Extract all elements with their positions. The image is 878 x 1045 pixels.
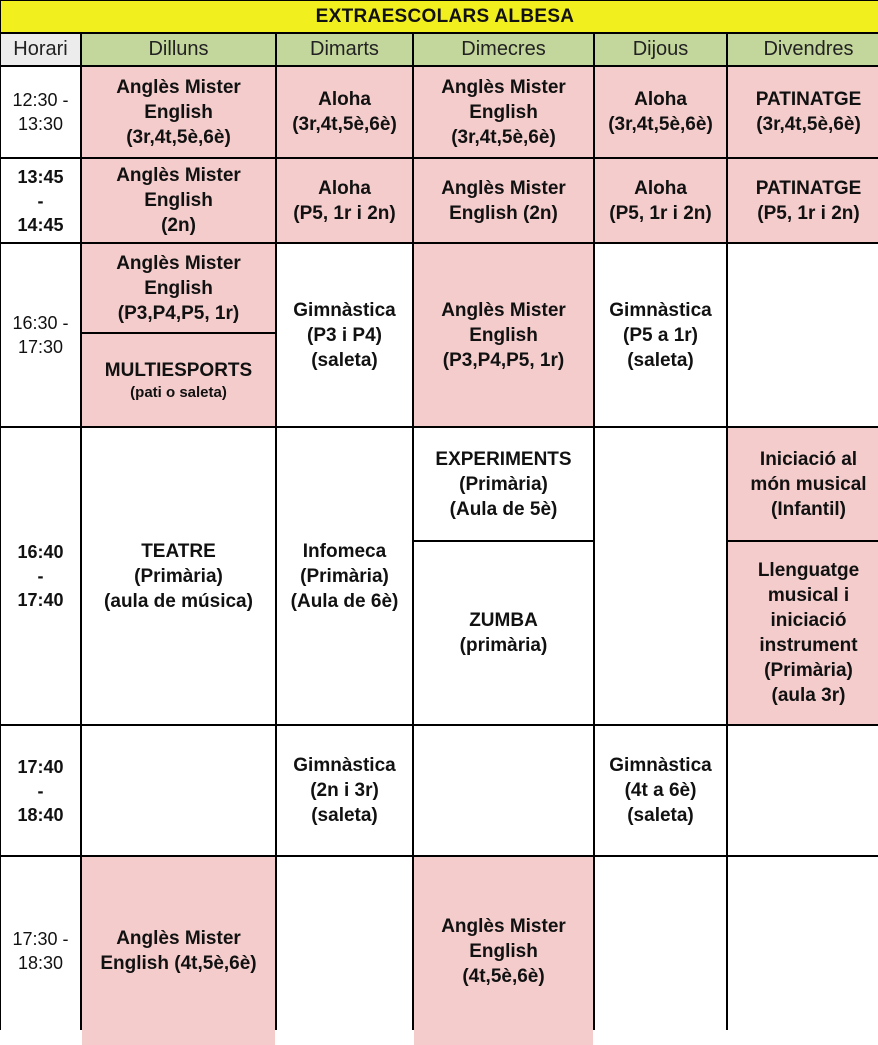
empty-cell (277, 857, 412, 1045)
activity-line: (Primària) (459, 473, 548, 495)
activity-line: (P5, 1r i 2n) (757, 202, 860, 224)
activity-line: (P5 a 1r) (623, 324, 698, 346)
time-line: 17:40 (17, 756, 64, 777)
activity-line: (saleta) (311, 805, 378, 826)
activity-cell (82, 334, 275, 426)
activity-line: Aloha (318, 89, 371, 110)
activity-line: PATINATGE (755, 89, 862, 110)
activity-line: Aloha (634, 177, 687, 199)
activity-line: Anglès Mister (441, 177, 566, 199)
activity-cell (82, 67, 275, 157)
activity-line: Gimnàstica (609, 299, 712, 321)
activity-cell (595, 726, 726, 855)
activity-line: English (2n) (449, 202, 558, 224)
activity-line: (Primària) (300, 565, 389, 587)
activity-line: English (144, 190, 213, 211)
activity-line: (P3 i P4) (307, 324, 382, 346)
activity-cell (277, 726, 412, 855)
empty-cell (728, 244, 878, 426)
activity-line: Anglès Mister (116, 165, 241, 186)
activity-line: TEATRE (141, 540, 216, 562)
activity-cell (728, 159, 878, 242)
activity-line: PATINATGE (755, 177, 862, 199)
activity-line: (3r,4t,5è,6è) (451, 126, 556, 148)
activity-line: (Infantil) (771, 498, 846, 520)
activity-line: English (469, 940, 538, 962)
activity-line: Aloha (318, 177, 371, 199)
activity-line: English (469, 101, 538, 123)
empty-cell (595, 857, 726, 1045)
activity-cell (595, 244, 726, 426)
activity-line: Infomeca (302, 540, 387, 562)
activity-line: (P5, 1r i 2n) (293, 202, 396, 224)
activity-line: (saleta) (627, 349, 694, 371)
activity-line: (aula 3r) (771, 685, 846, 706)
header-monday: Dilluns (82, 34, 275, 65)
header-thursday: Dijous (595, 34, 726, 65)
activity-line: (Aula de 6è) (290, 590, 399, 612)
activity-line: English (469, 324, 538, 346)
time-line: 18:40 (17, 804, 64, 825)
time-slot-1 (1, 67, 80, 157)
time-line: 17:30 (17, 337, 64, 357)
activity-line: Anglès Mister (441, 76, 566, 98)
time-line: 18:30 (17, 953, 64, 973)
table-title: EXTRAESCOLARS ALBESA (1, 1, 878, 32)
activity-line: (4t,5è,6è) (462, 965, 545, 987)
time-line: 17:30 - (12, 929, 69, 949)
activity-note: (pati o saleta) (130, 384, 227, 401)
activity-line: (Primària) (134, 565, 223, 587)
activity-line: (4t a 6è) (624, 780, 697, 801)
activity-cell (414, 159, 593, 242)
activity-line: English (144, 277, 213, 299)
activity-line: Gimnàstica (293, 299, 396, 321)
activity-line: Anglès Mister (441, 299, 566, 321)
activity-cell (277, 67, 412, 157)
activity-line: (P3,P4,P5, 1r) (442, 349, 565, 371)
activity-line: (Aula de 5è) (449, 498, 558, 520)
activity-line: English (4t,5è,6è) (100, 953, 257, 974)
empty-cell (595, 428, 726, 724)
time-line: 13:30 (17, 114, 64, 134)
activity-line: (P5, 1r i 2n) (609, 202, 712, 224)
time-line: - (37, 566, 44, 586)
time-slot-4 (1, 428, 80, 724)
activity-line: Anglès Mister (116, 928, 241, 949)
activity-line: (Primària) (764, 660, 853, 681)
activity-line: ZUMBA (469, 610, 538, 631)
activity-cell (82, 159, 275, 242)
activity-line: (3r,4t,5è,6è) (292, 114, 397, 135)
time-line: 12:30 - (12, 90, 69, 110)
activity-cell (595, 159, 726, 242)
activity-line: (saleta) (311, 349, 378, 371)
activity-line: (2n) (161, 215, 196, 236)
activity-cell (414, 67, 593, 157)
activity-cell (414, 244, 593, 426)
time-slot-3 (1, 244, 80, 426)
activity-line: Aloha (634, 89, 687, 110)
activity-line: (saleta) (627, 805, 694, 826)
empty-cell (414, 726, 593, 855)
header-tuesday: Dimarts (277, 34, 412, 65)
activity-line: musical i (767, 585, 850, 606)
activity-line: (2n i 3r) (310, 780, 379, 801)
activity-line: Anglès Mister (441, 915, 566, 937)
activity-line: Iniciació al (759, 448, 858, 470)
activity-line: (3r,4t,5è,6è) (126, 126, 231, 148)
activity-line: (aula de música) (104, 590, 253, 612)
activity-line: MULTIESPORTS (104, 360, 253, 381)
activity-cell (728, 67, 878, 157)
activity-cell (414, 857, 593, 1045)
activity-line: món musical (750, 473, 867, 495)
empty-cell (82, 726, 275, 855)
activity-line: (3r,4t,5è,6è) (756, 114, 861, 135)
empty-cell (728, 857, 878, 1045)
time-line: 16:30 - (12, 313, 69, 333)
header-wednesday: Dimecres (414, 34, 593, 65)
time-line: 17:40 (17, 590, 64, 610)
header-friday: Divendres (728, 34, 878, 65)
activity-cell (82, 428, 275, 724)
activity-line: Anglès Mister (116, 76, 241, 98)
time-line: - (37, 190, 44, 211)
activity-cell (595, 67, 726, 157)
time-line: 14:45 (17, 214, 64, 235)
activity-line: English (144, 101, 213, 123)
activity-line: instrument (759, 635, 858, 656)
time-line: - (37, 780, 44, 801)
activity-cell (728, 542, 878, 724)
time-line: 13:45 (17, 166, 64, 187)
header-time: Horari (1, 34, 80, 65)
activity-cell (277, 244, 412, 426)
activity-line: Anglès Mister (116, 252, 241, 274)
time-slot-6 (1, 857, 80, 1045)
time-slot-2 (1, 159, 80, 242)
activity-line: EXPERIMENTS (435, 448, 572, 470)
activity-cell (277, 159, 412, 242)
activity-cell (414, 428, 593, 540)
activity-cell (82, 857, 275, 1045)
time-line: 16:40 (17, 542, 64, 562)
activity-line: Llenguatge (757, 560, 860, 581)
empty-cell (728, 726, 878, 855)
activity-line: (primària) (459, 635, 548, 656)
time-slot-5 (1, 726, 80, 855)
activity-line: (3r,4t,5è,6è) (608, 114, 713, 135)
activity-cell (414, 542, 593, 724)
split-cell (82, 244, 275, 426)
activity-cell (728, 428, 878, 540)
activity-line: Gimnàstica (609, 755, 712, 776)
activity-line: iniciació (770, 610, 847, 631)
activity-cell (277, 428, 412, 724)
activity-line: Gimnàstica (293, 755, 396, 776)
activity-line: (P3,P4,P5, 1r) (117, 302, 240, 324)
activity-cell (82, 244, 275, 332)
